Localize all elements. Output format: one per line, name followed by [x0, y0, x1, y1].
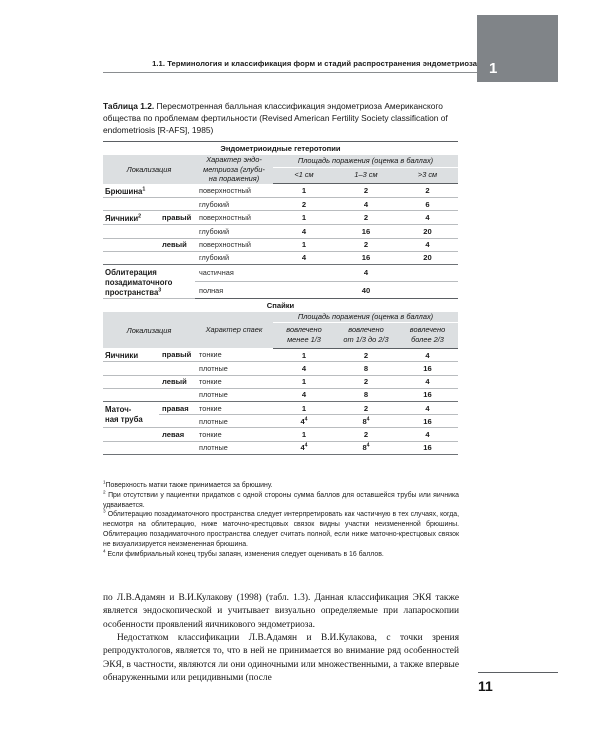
- row-localization: [103, 251, 159, 264]
- row-score-2: 4: [397, 348, 458, 362]
- footnote-text: Если фимбриальный конец трубы запаян, изменения следует оценивать в 16 баллов.: [107, 550, 384, 558]
- row-localization: [103, 184, 195, 198]
- row-score-1: [335, 441, 397, 454]
- section-1-title-row: [103, 142, 458, 155]
- row-localization-label: Яичники: [105, 214, 139, 224]
- col-character-line-3: на поражения): [208, 174, 260, 184]
- row-localization: [103, 375, 159, 388]
- table-row: [103, 184, 458, 198]
- chapter-number: 1: [489, 60, 498, 77]
- row-score-0: 4: [273, 225, 335, 238]
- row-score-0: 1: [273, 428, 335, 441]
- score-sup: 4: [366, 416, 370, 423]
- size-header-line-2: от 1/3 до 2/3: [343, 334, 389, 344]
- row-score-2: 4: [397, 238, 458, 251]
- size-header-line-2: менее 1/3: [287, 334, 321, 344]
- row-side: [159, 225, 195, 238]
- row-kind: полная: [199, 285, 224, 295]
- row-score-2: 4: [397, 375, 458, 388]
- row-score-empty-0: [273, 282, 335, 299]
- score-sup: 4: [366, 442, 370, 449]
- row-kind: поверхностный: [195, 211, 273, 225]
- row-score-0: 2: [273, 198, 335, 211]
- section-2-title: Спайки: [103, 299, 458, 312]
- row-score-1: 2: [335, 375, 397, 388]
- row-localization: [103, 198, 195, 211]
- running-head-rule: [103, 72, 477, 73]
- running-head-text: 1.1. Терминология и классификация форм и стадий распространения эндометриоза: [152, 59, 477, 68]
- row-score-2: 16: [397, 441, 458, 454]
- score-sup: 4: [304, 442, 308, 449]
- section-2-size-header-0: [273, 323, 335, 349]
- body-paragraph-2: Недостатком классификации Л.В.Адамян и В.И.Кулакова, с точки зрения репродуктологов, является то, что в ней не принимается во внимание ряд особенностей ЭКЯ, в частности, являются ли они одиночными или множественными, а также впервые обнаруженными или рецидивными (после: [103, 633, 459, 684]
- size-header-line-1: вовлечено: [286, 325, 322, 335]
- row-score-empty-0: [273, 264, 335, 281]
- size-header-line-1: вовлечено: [409, 325, 446, 335]
- row-kind: плотные: [195, 441, 273, 454]
- row-side: левая: [159, 428, 195, 441]
- row-score-1: 16: [335, 251, 397, 264]
- table-footnotes: [103, 481, 459, 559]
- chapter-number-badge: [477, 15, 558, 82]
- row-score-2: 20: [397, 251, 458, 264]
- table-row: [103, 441, 458, 454]
- row-score-2: 4: [397, 401, 458, 414]
- table-row: [103, 428, 458, 441]
- row-localization: [103, 428, 159, 441]
- row-score-0: 1: [273, 211, 335, 225]
- row-side: [159, 388, 195, 401]
- row-score-2: 4: [397, 211, 458, 225]
- row-side: правый: [159, 211, 195, 225]
- table-row: [103, 348, 458, 362]
- folio-rule: [478, 672, 558, 673]
- row-side: [159, 441, 195, 454]
- body-text: [103, 592, 459, 685]
- table-row: [103, 198, 458, 211]
- section-2-title-row: [103, 299, 458, 312]
- col-character-line-2: метриоза (глуби-: [203, 164, 265, 174]
- row-score-0: 4: [273, 251, 335, 264]
- page-number: 11: [478, 678, 493, 694]
- row-score-0: 1: [273, 401, 335, 414]
- row-score-empty-2: [397, 282, 458, 299]
- section-1-size-header-1: 1–3 см: [335, 168, 397, 184]
- section-1-size-header-0: <1 см: [273, 168, 335, 184]
- row-score-1: 16: [335, 225, 397, 238]
- table-row-obliteration-partial: [103, 264, 458, 281]
- row-kind: плотные: [195, 388, 273, 401]
- row-score-empty-2: [397, 264, 458, 281]
- row-localization: Маточ- ная труба: [103, 401, 159, 427]
- row-localization-sup: 1: [142, 186, 146, 193]
- table-row: [103, 238, 458, 251]
- col-character-line-1: Характер эндо-: [206, 155, 262, 164]
- body-paragraph-1: по Л.В.Адамян и В.И.Кулакову (1998) (табл. 1.3). Данная классификация ЭКЯ также является эндоскопической и учитывает визуально определяемые при лапароскопии особенности проявлений яичникового эндометриоза.: [103, 593, 459, 630]
- section-1-col-area: Площадь поражения (оценка в баллах): [273, 155, 458, 168]
- row-score-2: 16: [397, 388, 458, 401]
- section-2-size-header-1: [335, 323, 397, 349]
- table-caption: [103, 100, 463, 137]
- row-score-1: 2: [335, 238, 397, 251]
- footnote-text: Облитерацию позадиматочного пространства следует интерпретировать как частичную в тех случаях, когда, несмотря на облитерацию, ниже маточно-крестцовых связок видны участки неизмененной брюшины. Облитерацию позадиматочного пространства следует считать полной, если ниже маточно-крестцовых связок не визуализируется неизмененная брюшина.: [103, 511, 459, 548]
- section-2-size-header-2: [397, 323, 458, 349]
- footnote-3: [103, 510, 459, 549]
- row-kind: тонкие: [195, 348, 273, 362]
- row-kind: тонкие: [195, 428, 273, 441]
- row-score-1: 2: [335, 401, 397, 414]
- table-row: [103, 388, 458, 401]
- row-score-2: 4: [397, 428, 458, 441]
- row-score-1: 8: [335, 362, 397, 375]
- section-1-header-row-1: [103, 155, 458, 168]
- row-side: левый: [159, 375, 195, 388]
- table-row: [103, 225, 458, 238]
- row-localization: [103, 211, 159, 225]
- table-row: [103, 375, 458, 388]
- row-localization: [103, 225, 159, 238]
- row-localization-label: Облитерация позадиматочного пространства: [105, 267, 173, 298]
- row-kind: глубокий: [195, 225, 273, 238]
- row-score-0: 4: [273, 388, 335, 401]
- row-side: [159, 362, 195, 375]
- row-kind: глубокий: [195, 251, 273, 264]
- row-localization: [103, 264, 195, 298]
- section-1-size-header-2: >3 см: [397, 168, 458, 184]
- row-side: [159, 251, 195, 264]
- row-score-2: 16: [397, 362, 458, 375]
- row-score-1: 2: [335, 428, 397, 441]
- row-kind: глубокий: [195, 198, 273, 211]
- row-score-1: 8: [335, 388, 397, 401]
- footnote-marker: 4: [103, 548, 106, 554]
- row-score-0: [273, 441, 335, 454]
- row-kind: частичная: [195, 264, 273, 281]
- score-sup: 4: [304, 416, 308, 423]
- section-1-col-localization: Локализация: [103, 155, 195, 184]
- row-score-1: 2: [335, 348, 397, 362]
- row-kind: тонкие: [195, 401, 273, 414]
- row-score-0: 1: [273, 238, 335, 251]
- row-score-2: 2: [397, 184, 458, 198]
- row-kind: тонкие: [195, 375, 273, 388]
- row-score-2: 16: [397, 415, 458, 428]
- row-side: левый: [159, 238, 195, 251]
- footnote-2: [103, 491, 459, 511]
- row-score-2: 6: [397, 198, 458, 211]
- score-value: 4: [300, 416, 305, 426]
- score-value: 8: [362, 416, 367, 426]
- row-localization-sup: 2: [138, 213, 142, 220]
- row-score-0: 1: [273, 375, 335, 388]
- size-header-line-1: вовлечено: [348, 325, 384, 335]
- row-localization-sup: 3: [158, 287, 162, 294]
- row-kind: поверхностный: [195, 184, 273, 198]
- footnote-text: При отсутствии у пациентки придатков с одной стороны сумма баллов для оставшейся трубы или яичника удваивается.: [103, 491, 459, 509]
- section-2-col-area: Площадь поражения (оценка в баллах): [273, 312, 458, 323]
- footnote-marker: 2: [103, 489, 106, 495]
- row-score-merged: 4: [335, 264, 397, 281]
- table-caption-text: Пересмотренная балльная классификация эндометриоза Американского общества по проблемам фертильности (Revised American Fertility Society classification of endometriosis [R-AFS], 1985): [103, 101, 448, 136]
- section-2-col-localization: Локализация: [103, 312, 195, 349]
- row-score-0: 4: [273, 362, 335, 375]
- row-localization-label: Брюшина: [105, 186, 143, 196]
- row-localization: [103, 441, 159, 454]
- row-localization: Яичники: [103, 348, 159, 362]
- table-caption-label: Таблица 1.2.: [103, 101, 155, 111]
- footnote-4: [103, 550, 459, 560]
- footnote-text: Поверхность матки также принимается за брюшину.: [105, 482, 273, 489]
- section-2-col-character: Характер спаек: [195, 312, 273, 349]
- table-row: [103, 401, 458, 414]
- table-row: [103, 362, 458, 375]
- size-header-line-2: более 2/3: [411, 334, 444, 344]
- row-kind: плотные: [195, 362, 273, 375]
- table-row: [103, 211, 458, 225]
- score-value: 8: [362, 443, 367, 453]
- row-side: правый: [159, 348, 195, 362]
- row-score-0: 1: [273, 184, 335, 198]
- score-value: 4: [300, 443, 305, 453]
- row-side: [159, 415, 195, 428]
- row-score-0: 1: [273, 348, 335, 362]
- row-localization: [103, 362, 159, 375]
- row-score-1: 4: [335, 198, 397, 211]
- table-row: [103, 251, 458, 264]
- row-kind: плотные: [195, 415, 273, 428]
- row-localization: [103, 238, 159, 251]
- row-score-1: [335, 415, 397, 428]
- rafs-classification-table: [103, 141, 458, 455]
- section-1-title: Эндометриоидные гетеротопии: [103, 142, 458, 155]
- footnote-1: [103, 481, 459, 491]
- section-1-col-character: [195, 155, 273, 184]
- footnote-marker: 1: [103, 479, 106, 485]
- row-score-0: [273, 415, 335, 428]
- row-score-1: 2: [335, 184, 397, 198]
- footnote-marker: 3: [103, 509, 106, 515]
- row-score-1: 2: [335, 211, 397, 225]
- row-kind: поверхностный: [195, 238, 273, 251]
- row-side: правая: [159, 401, 195, 414]
- row-localization: [103, 388, 159, 401]
- section-2-header-row-1: [103, 312, 458, 323]
- row-score-merged: 40: [361, 285, 371, 295]
- row-score-2: 20: [397, 225, 458, 238]
